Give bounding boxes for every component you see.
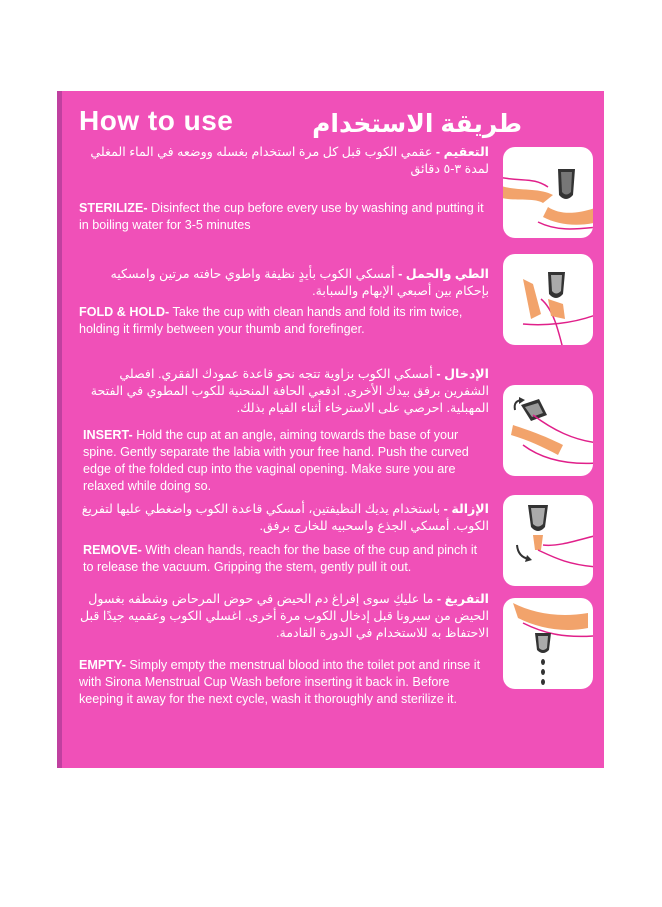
step-heading-english: EMPTY-: [79, 658, 126, 672]
step-heading-english: REMOVE-: [83, 543, 142, 557]
step-text-arabic: أمسكي الكوب بزاوية تتجه نحو قاعدة عمودك الفقري. افصلي الشفرين برفق بيدك الأخرى. ادفعي الحافة المنحنية للكوب المطوي في الفتحة المهبلية. احرصي على الاسترخاء أثناء القيام بذلك.: [90, 367, 489, 415]
fold-hold-illustration: [503, 254, 593, 345]
step-text-english: Disinfect the cup before every use by washing and putting it in boiling water for 3-5 minutes: [79, 201, 484, 232]
step-sterilize-arabic: [77, 144, 489, 178]
step-remove-arabic: [77, 501, 489, 535]
step-insert-arabic: [77, 366, 489, 417]
step-empty-english: [79, 657, 489, 708]
step-fold-arabic: [77, 266, 489, 300]
step-heading-arabic: الطي والحمل -: [398, 267, 489, 281]
step-insert-english: [83, 427, 489, 495]
step-remove-english: [83, 542, 489, 576]
step-heading-arabic: التعقيم -: [435, 145, 489, 159]
step-heading-arabic: الإزالة -: [443, 502, 489, 516]
step-text-arabic: عقمي الكوب قبل كل مرة استخدام بغسله ووضعه في الماء المغلي لمدة ٣-٥ دقائق: [90, 145, 489, 176]
step-text-english: Simply empty the menstrual blood into the toilet pot and rinse it with Sirona Menstrual Cup Wash before inserting it back in. Before keeping it away for the next cycle, wash it thoroughly and sterilize it.: [79, 658, 481, 706]
title-arabic: طريقة الاستخدام: [312, 110, 522, 138]
step-sterilize-english: [79, 200, 489, 234]
step-text-arabic: أمسكي الكوب بأيدٍ نظيفة واطوي حافته مرتين وامسكيه بإحكام بين أصبعي الإبهام والسبابة.: [110, 267, 489, 298]
step-text-arabic: باستخدام يديك النظيفتين، أمسكي قاعدة الكوب واضغطي عليها لتفريغ الكوب. أمسكي الجذع واسحبيه للخارج برفق.: [81, 502, 489, 533]
step-empty-arabic: [77, 591, 489, 642]
step-text-english: Take the cup with clean hands and fold its rim twice, holding it firmly between your thumb and forefinger.: [79, 305, 463, 336]
step-heading-english: FOLD & HOLD-: [79, 305, 170, 319]
step-heading-english: STERILIZE-: [79, 201, 148, 215]
step-heading-arabic: التفريغ -: [436, 592, 489, 606]
step-text-english: Hold the cup at an angle, aiming towards the base of your spine. Gently separate the labia with your free hand. Push the curved edge of the folded cup into the vaginal opening. Make sure you are relaxed while doing so.: [83, 428, 469, 493]
step-text-arabic: ما عليكِ سوى إفراغ دم الحيض في حوض المرحاض وشطفه بغسول الحيض من سيرونا قبل إدخال الكوب مرة أخرى. اغسلي الكوب وعقميه جيدًا قبل الاحتفاظ به للاستخدام في الدورة القادمة.: [79, 592, 489, 640]
step-heading-english: INSERT-: [83, 428, 133, 442]
sterilize-illustration: [503, 147, 593, 238]
step-heading-arabic: الإدخال -: [436, 367, 489, 381]
step-text-english: With clean hands, reach for the base of the cup and pinch it to release the vacuum. Gripping the stem, gently pull it out.: [83, 543, 478, 574]
empty-illustration: [503, 598, 593, 689]
step-fold-english: [79, 304, 489, 338]
title-english: How to use: [79, 105, 234, 136]
insert-illustration: [503, 385, 593, 476]
instruction-panel: [57, 91, 604, 768]
remove-illustration: [503, 495, 593, 586]
